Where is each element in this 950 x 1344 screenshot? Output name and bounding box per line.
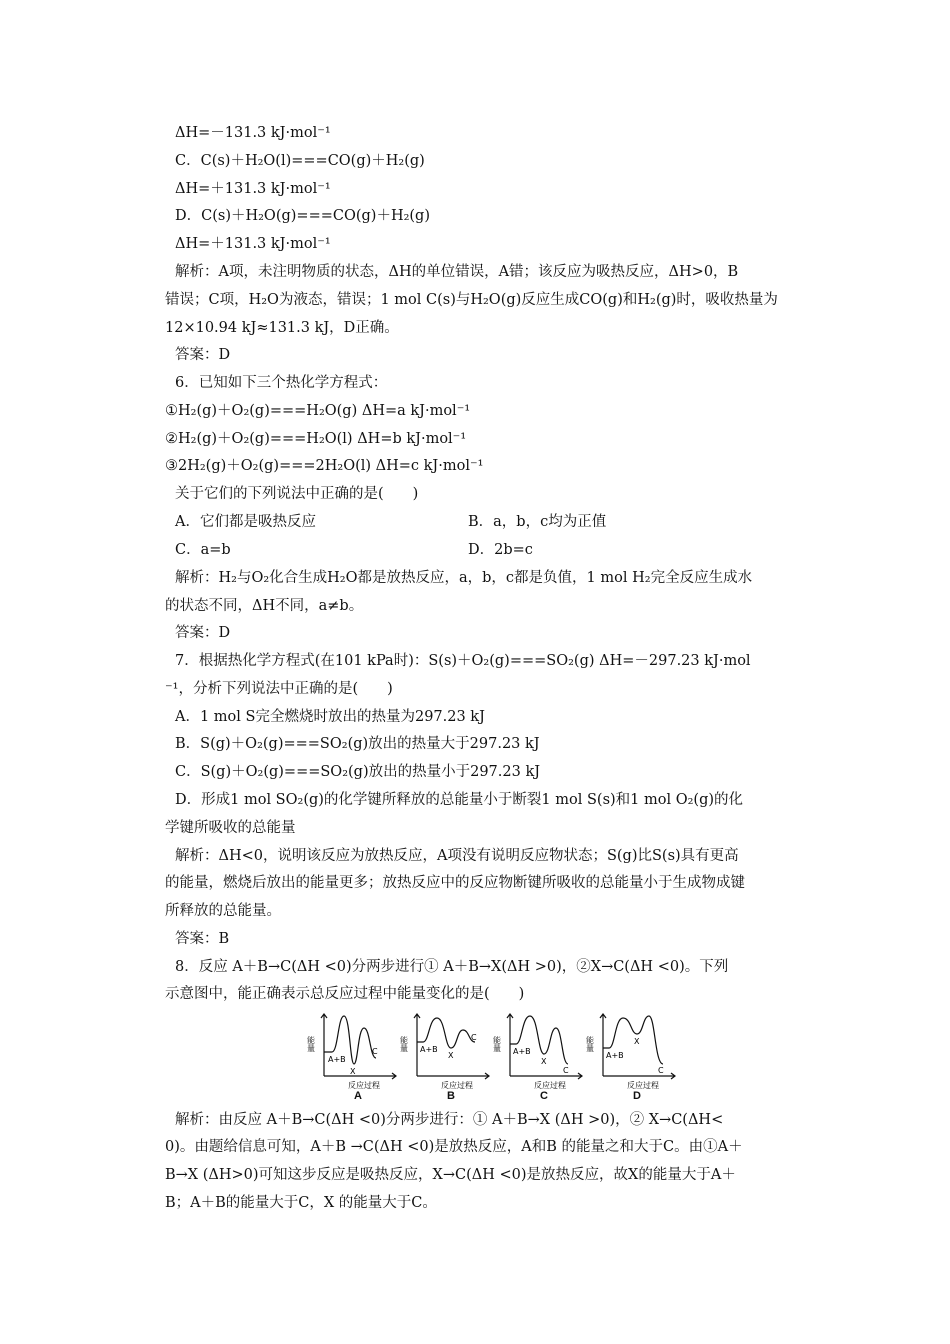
q8-stem-line-1: 8．反应 A＋B→C(ΔH <0)分两步进行① A＋B→X(ΔH >0)，②X→C(ΔH <0)。下列: [175, 959, 729, 975]
q7-option-d-line-1: D．形成1 mol SO₂(g)的化学键所释放的总能量小于断裂1 mol S(s)和1 mol O₂(g)的化: [175, 792, 744, 808]
q7-stem-line-2: ⁻¹，分析下列说法中正确的是( ): [165, 681, 393, 697]
diagram-a-mid-label: X: [350, 1067, 356, 1076]
energy-diagram-a: [306, 1012, 400, 1102]
q8-stem-line-2: 示意图中，能正确表示总反应过程中能量变化的是( ): [165, 986, 525, 1002]
diagram-a-label: A: [354, 1090, 362, 1102]
q5-analysis-line-1: 解析：A项，未注明物质的状态，ΔH的单位错误，A错；该反应为吸热反应，ΔH>0，B: [175, 264, 739, 280]
diagram-c-label: C: [540, 1090, 548, 1102]
q7-option-d-line-2: 学键所吸收的总能量: [165, 820, 296, 836]
q6-option-b: B．a，b，c均为正值: [468, 514, 607, 530]
diagram-a-end-label: C: [372, 1047, 378, 1056]
q7-analysis-line-1: 解析：ΔH<0，说明该反应为放热反应，A项没有说明反应物状态；S(g)比S(s)具有更高: [175, 848, 739, 864]
q6-analysis-line-2: 的状态不同，ΔH不同，a≠b。: [165, 598, 364, 614]
diagram-d-xlabel: 反应过程: [627, 1081, 659, 1090]
q8-analysis-line-3: B→X (ΔH>0)可知这步反应是吸热反应，X→C(ΔH <0)是放热反应，故X的能量大于A＋: [165, 1167, 736, 1183]
diagram-b-end-label: C: [471, 1033, 477, 1042]
q6-analysis-line-1: 解析：H₂与O₂化合生成H₂O都是放热反应，a，b，c都是负值，1 mol H₂完全反应生成水: [175, 570, 753, 586]
diagram-d-mid-label: X: [634, 1037, 640, 1046]
diagram-c-mid-label: X: [541, 1057, 547, 1066]
q7-analysis-line-2: 的能量，燃烧后放出的能量更多；放热反应中的反应物断键所吸收的总能量小于生成物成键: [165, 875, 745, 891]
q7-option-c: C．S(g)＋O₂(g)===SO₂(g)放出的热量小于297.23 kJ: [175, 764, 541, 780]
diagram-d-label: D: [633, 1090, 641, 1102]
q6-answer: 答案：D: [175, 625, 231, 641]
q6-question: 关于它们的下列说法中正确的是( ): [175, 486, 419, 502]
q7-analysis-line-3: 所释放的总能量。: [165, 903, 281, 919]
energy-diagram-d: [585, 1012, 679, 1102]
q6-stem: 6．已知如下三个热化学方程式：: [175, 375, 388, 391]
q5-analysis-line-2: 错误；C项，H₂O为液态，错误；1 mol C(s)与H₂O(g)反应生成CO(g)和H₂(g)时，吸收热量为: [165, 292, 778, 308]
diagram-b-start-label: A+B: [420, 1045, 438, 1054]
q6-option-d: D．2b=c: [468, 542, 533, 558]
diagram-a-xlabel: 反应过程: [348, 1081, 380, 1090]
q6-option-c: C．a=b: [175, 542, 231, 558]
q8-analysis-line-4: B；A＋B的能量大于C，X 的能量大于C。: [165, 1195, 437, 1211]
diagram-b-mid-label: X: [448, 1051, 454, 1060]
q8-analysis-line-2: 0)。由题给信息可知，A＋B →C(ΔH <0)是放热反应，A和B 的能量之和大于C。由①A＋: [165, 1139, 743, 1155]
q5-analysis-line-3: 12×10.94 kJ≈131.3 kJ，D正确。: [165, 320, 399, 336]
diagram-c-start-label: A+B: [513, 1047, 531, 1056]
q6-equation-3: ③2H₂(g)＋O₂(g)===2H₂O(l) ΔH=c kJ·mol⁻¹: [165, 458, 484, 474]
diagram-b-xlabel: 反应过程: [441, 1081, 473, 1090]
diagram-c-end-label: C: [563, 1066, 569, 1075]
q5-answer: 答案：D: [175, 347, 231, 363]
diagram-a-start-label: A+B: [328, 1055, 346, 1064]
diagram-d-start-label: A+B: [606, 1051, 624, 1060]
diagram-a-ylabel: 能量: [306, 1036, 316, 1052]
q7-answer: 答案：B: [175, 931, 230, 947]
q5-option-d: D．C(s)＋H₂O(g)===CO(g)＋H₂(g): [175, 208, 430, 224]
q5-dh-c: ΔH=＋131.3 kJ·mol⁻¹: [175, 181, 331, 197]
energy-diagram-c: [492, 1012, 586, 1102]
diagram-c-ylabel: 能量: [492, 1036, 502, 1052]
diagram-d-ylabel: 能量: [585, 1036, 595, 1052]
diagram-b-ylabel: 能量: [399, 1036, 409, 1052]
q5-option-c: C．C(s)＋H₂O(l)===CO(g)＋H₂(g): [175, 153, 425, 169]
q7-option-b: B．S(g)＋O₂(g)===SO₂(g)放出的热量大于297.23 kJ: [175, 736, 540, 752]
diagram-b-label: B: [447, 1090, 455, 1102]
q7-stem-line-1: 7．根据热化学方程式(在101 kPa时)：S(s)＋O₂(g)===SO₂(g) ΔH=－297.23 kJ·mol: [175, 653, 751, 669]
diagram-d-end-label: C: [658, 1066, 664, 1075]
q6-equation-1: ①H₂(g)＋O₂(g)===H₂O(g) ΔH=a kJ·mol⁻¹: [165, 403, 471, 419]
q6-equation-2: ②H₂(g)＋O₂(g)===H₂O(l) ΔH=b kJ·mol⁻¹: [165, 431, 467, 447]
q7-option-a: A．1 mol S完全燃烧时放出的热量为297.23 kJ: [175, 709, 485, 725]
q8-analysis-line-1: 解析：由反应 A＋B→C(ΔH <0)分两步进行：① A＋B→X (ΔH >0)，② X→C(ΔH<: [175, 1112, 724, 1128]
diagram-c-xlabel: 反应过程: [534, 1081, 566, 1090]
energy-diagram-b: [399, 1012, 493, 1102]
q5-dh-prev: ΔH=－131.3 kJ·mol⁻¹: [175, 125, 331, 141]
q5-dh-d: ΔH=＋131.3 kJ·mol⁻¹: [175, 236, 331, 252]
q6-option-a: A．它们都是吸热反应: [175, 514, 316, 530]
